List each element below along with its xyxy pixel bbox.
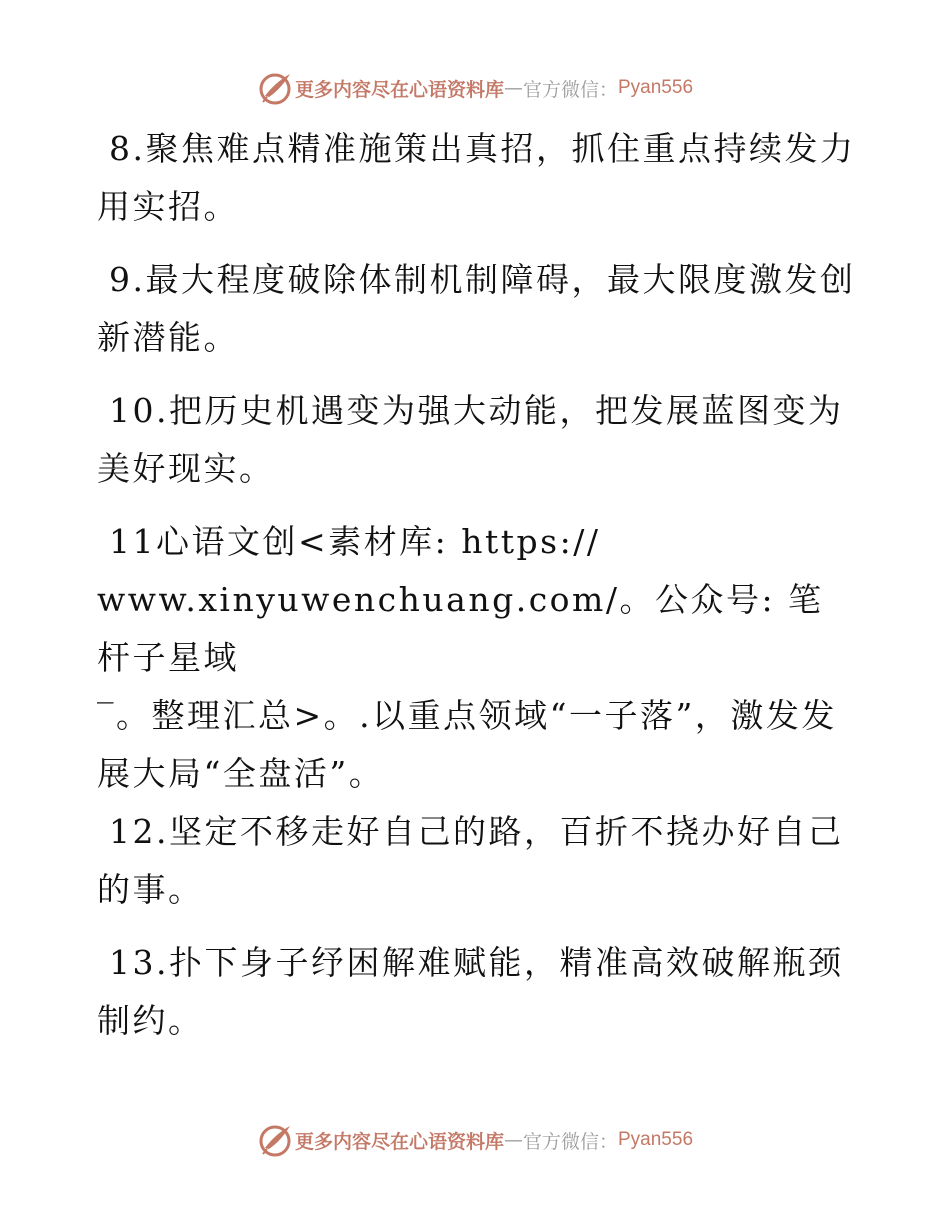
watermark-label: 官方微信： xyxy=(522,1130,618,1153)
paragraph-11 xyxy=(97,513,857,803)
quill-logo-icon xyxy=(257,1122,293,1158)
paragraph-8 xyxy=(97,120,857,236)
item-text: 扑下身子纾困解难赋能，精准高效破解瓶颈制约。 xyxy=(97,943,844,1040)
item-text: 聚焦难点精准施策出真招，抓住重点持续发力用实招。 xyxy=(97,129,856,226)
item-number: 13. xyxy=(109,943,169,982)
document-body xyxy=(97,120,857,1065)
watermark-row xyxy=(257,1120,693,1160)
paragraph-9 xyxy=(97,251,857,367)
paragraph-12 xyxy=(97,803,857,919)
item-text: 把历史机遇变为强大动能，把发展蓝图变为美好现实。 xyxy=(97,391,844,488)
watermark-wechat-id: Pyan556 xyxy=(618,77,694,98)
watermark-label: 官方微信： xyxy=(522,78,618,101)
item-11-line-3: ‾。整理汇总>。.以重点领域“一子落”，激发发 xyxy=(97,696,837,735)
watermark-main-text: 更多内容尽在心语资料库 xyxy=(294,1130,504,1153)
item-number: 9. xyxy=(109,260,146,299)
quill-logo-icon xyxy=(257,70,293,106)
item-11-line-4: 展大局“全盘活”。 xyxy=(97,754,385,793)
item-text: 坚定不移走好自己的路，百折不挠办好自己的事。 xyxy=(97,812,844,909)
footer-watermark xyxy=(0,1120,950,1160)
watermark-row xyxy=(257,68,693,108)
header-watermark xyxy=(0,68,950,108)
watermark-main-text: 更多内容尽在心语资料库 xyxy=(294,78,504,101)
watermark-separator: — xyxy=(503,77,523,99)
item-11-line-1: 11心语文创<素材库: https:// xyxy=(109,522,601,561)
paragraph-13 xyxy=(97,934,857,1050)
item-number: 12. xyxy=(109,812,169,851)
watermark-wechat-id: Pyan556 xyxy=(618,1129,694,1150)
watermark-separator: — xyxy=(503,1129,523,1151)
item-text: 最大程度破除体制机制障碍，最大限度激发创新潜能。 xyxy=(97,260,856,357)
item-11-line-2: www.xinyuwenchuang.com/。公众号: 笔杆子星域 xyxy=(97,580,824,677)
item-number: 8. xyxy=(109,129,146,168)
paragraph-10 xyxy=(97,382,857,498)
item-number: 10. xyxy=(109,391,169,430)
